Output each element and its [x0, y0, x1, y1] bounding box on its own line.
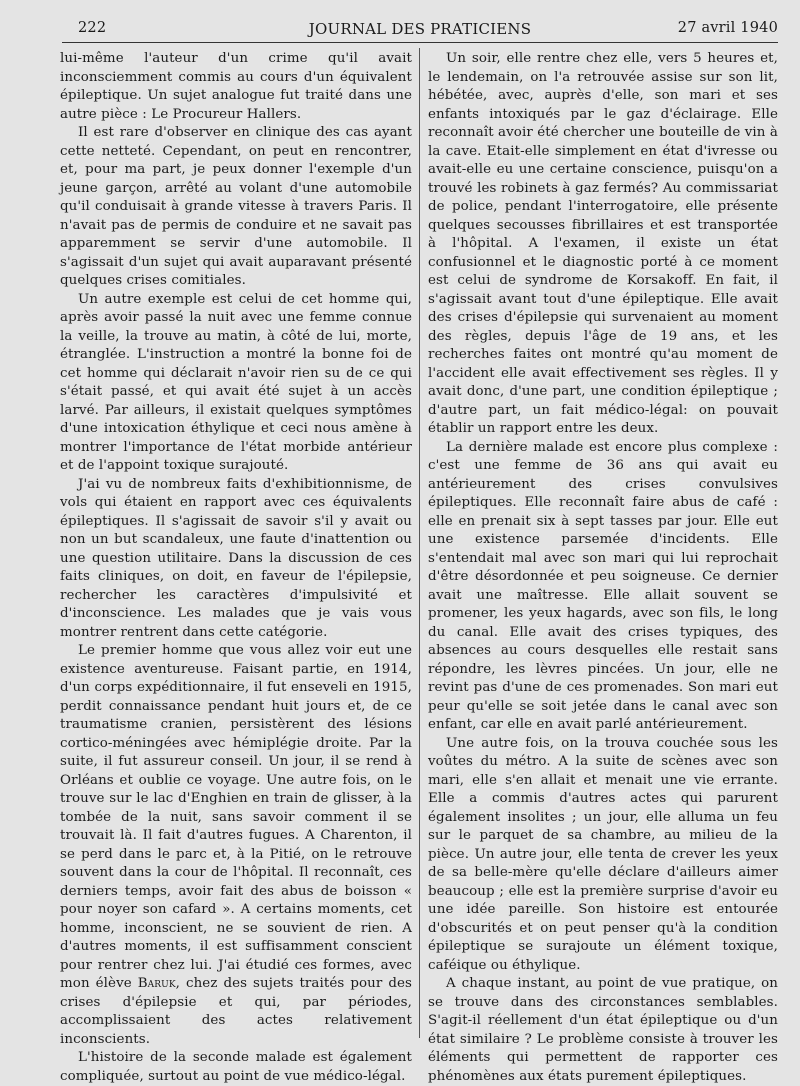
paragraph: L'histoire de la seconde malade est également compliquée, surtout au point de vue médico-légal. [60, 1050, 412, 1084]
paragraph: Un autre exemple est celui de cet homme qui, après avoir passé la nuit avec une femme connue la veille, la trouve au matin, à côté de lui, morte, étranglée. L'instruction a montré la bonne foi de cet homme qui déclarait n'avoir rien su de ce qui s'était passé, et qui avait été sujet à un accès larvé. Par ailleurs, il existait quelques symptômes d'une intoxication éthylique et ceci nous amène à montrer l'importance de l'état morbide antérieur et de l'appoint toxique surajouté. [60, 291, 412, 473]
page-number: 222 [78, 20, 107, 36]
paragraph: A chaque instant, au point de vue pratique, on se trouve dans des circonstances semblables. S'agit-il réellement d'un état épileptique ou d'un état similaire ? Le problème consiste à trouver les éléments qui permettent de rapporter ces phénomènes aux états purement épileptiques. [428, 976, 778, 1084]
paragraph-text: Le premier homme que vous allez voir eut une existence aventureuse. Faisant partie, en 1914, d'un corps expéditionnaire, il fut enseveli en 1915, perdit connaissance pendant huit jours et, de ce traumatisme cranien, persistèrent des lésions cortico-méningées avec hémiplégie droite. Par la suite, il fut assureur conseil. Un jour, il se rend à Orléans et oublie ce voyage. Une autre fois, on le trouve sur le lac d'Enghien en train de glisser, à la tombée de la nuit, sans savoir comment il se trouvait là. Il fait d'autres fugues. A Charenton, il se perd dans le parc et, à la Pitié, on le retrouve souvent dans la cour de l'hôpital. Il reconnaît, ces derniers temps, avoir fait des abus de boisson « pour noyer son cafard ». A certains moments, cet homme, inconscient, ne se souvient de rien. A d'autres moments, il est suffisamment conscient pour rentrer chez lui. J'ai étudié ces formes, avec mon élève [60, 643, 412, 991]
paragraph: Une autre fois, on la trouva couchée sous les voûtes du métro. A la suite de scènes avec son mari, elle s'en allait et menait une vie errante. Elle a commis d'autres actes qui parurent également insolites ; un jour, elle alluma un feu sur le parquet de sa chambre, au milieu de la pièce. Un autre jour, elle tenta de crever les yeux de sa belle-mère qu'elle déclare d'ailleurs aimer beaucoup ; elle est la première surprise d'avoir eu une idée pareille. Son histoire est entourée d'obscurités et on peut penser qu'à la condition épileptique se surajoute un élément toxique, caféique ou éthylique. [428, 735, 778, 973]
issue-date: 27 avril 1940 [677, 20, 778, 36]
author-name: Baruk [137, 976, 176, 991]
paragraph [60, 642, 412, 1049]
right-column [428, 50, 778, 1084]
paragraph: J'ai vu de nombreux faits d'exhibitionnisme, de vols qui étaient en rapport avec ces équivalents épileptiques. Il s'agissait de savoir s'il y avait ou non un but scandaleux, une faute d'inattention ou une question utilitaire. Dans la discussion de ces faits cliniques, on doit, en faveur de l'épilepsie, rechercher les caractères d'impulsivité et d'inconscience. Les malades que je vais vous montrer rentrent dans cette catégorie. [60, 476, 412, 640]
paragraph-text: , chez des sujets traités pour des crises d'épilepsie et qui, par périodes, accomplissaient des actes relativement inconscients. [60, 976, 413, 1047]
left-column [60, 50, 413, 1084]
running-header [62, 17, 778, 39]
journal-title: JOURNAL DES PRATICIENS [308, 20, 532, 38]
column-divider [419, 48, 420, 1038]
header-rule [62, 42, 778, 43]
paragraph: Un soir, elle rentre chez elle, vers 5 heures et, le lendemain, on l'a retrouvée assise sur son lit, hébétée, avec, auprès d'elle, son mari et ses enfants intoxiqués par le gaz d'éclairage. Elle reconnaît avoir été chercher une bouteille de vin à la cave. Etait-elle simplement en état d'ivresse ou avait-elle eu une certaine conscience, puisqu'on a trouvé les robinets à gaz fermés? Au commissariat de police, pendant l'interrogatoire, elle présente quelques secousses fibrillaires et est transportée à l'hôpital. A l'examen, il existe un état confusionnel et le diagnostic porté à ce moment est celui de syndrome de Korsakoff. En fait, il s'agissait avant tout d'une épileptique. Elle avait des crises d'épilepsie qui survenaient au moment des règles, depuis l'âge de 19 ans, et les recherches faites ont montré qu'au moment de l'accident elle avait effectivement ses règles. Il y avait donc, d'une part, une condition épileptique ; d'autre part, un fait médico-légal: on pouvait établir un rapport entre les deux. [428, 51, 778, 436]
paragraph: Il est rare d'observer en clinique des cas ayant cette netteté. Cependant, on peut en rencontrer, et, pour ma part, je peux donner l'exemple d'un jeune garçon, arrêté au volant d'une automobile qu'il conduisait à grande vitesse à travers Paris. Il n'avait pas de permis de conduire et ne savait pas apparemment se servir d'une automobile. Il s'agissait d'un sujet qui avait auparavant présenté quelques crises comitiales. [60, 125, 412, 288]
paragraph: lui-même l'auteur d'un crime qu'il avait inconsciemment commis au cours d'un équivalent épileptique. Un sujet analogue fut traité dans une autre pièce : Le Procureur Hallers. [60, 51, 412, 122]
paragraph: La dernière malade est encore plus complexe : c'est une femme de 36 ans qui avait eu antérieurement des crises convulsives épileptiques. Elle reconnaît faire abus de café : elle en prenait six à sept tasses par jour. Elle eut une existence parsemée d'incidents. Elle s'entendait mal avec son mari qui lui reprochait d'être désordonnée et peu soigneuse. Ce dernier avait une maîtresse. Elle allait souvent se promener, les yeux hagards, avec son fils, le long du canal. Elle avait des crises typiques, des absences au cours desquelles elle restait sans répondre, les lèvres pincées. Un jour, elle ne revint pas d'une de ces promenades. Son mari eut peur qu'elle se soit jetée dans le canal avec son enfant, car elle en avait parlé antérieurement. [428, 439, 778, 732]
